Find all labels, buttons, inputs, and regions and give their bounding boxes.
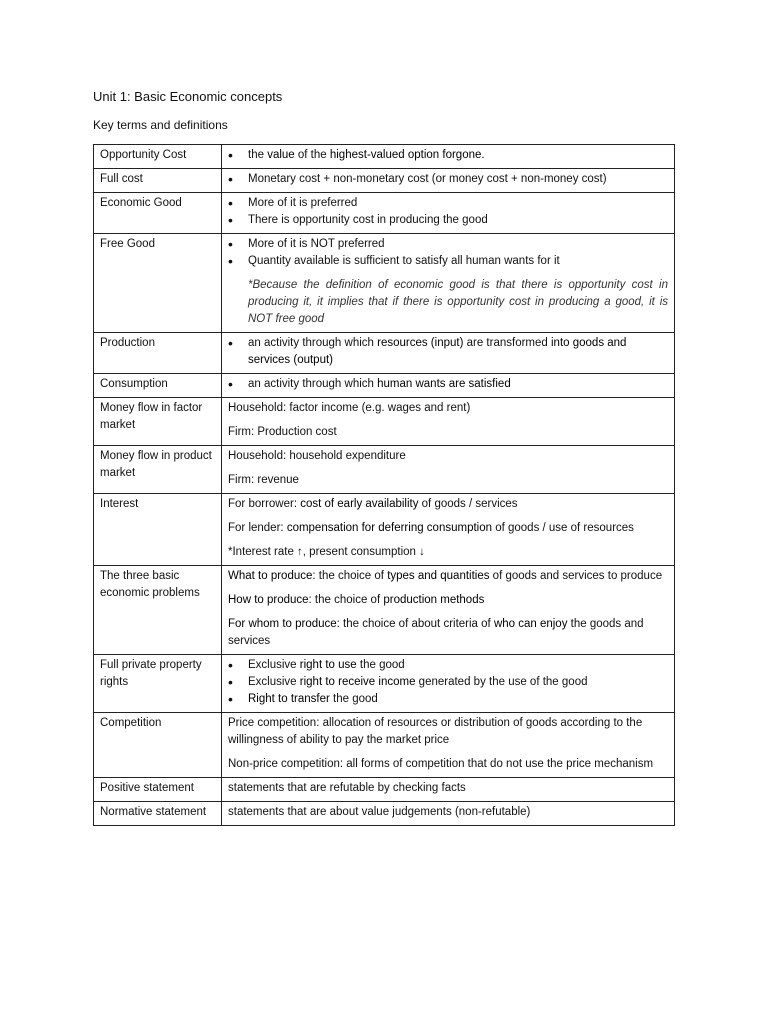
table-row (94, 802, 675, 826)
term-cell: Economic Good (94, 193, 222, 234)
list-item: • Quantity available is sufficient to satisfy all human wants for it (248, 253, 668, 270)
highlight-text: human wants are satisfied (377, 378, 511, 390)
definition-cell (222, 494, 675, 566)
table-row (94, 333, 675, 374)
definitions-table (93, 144, 675, 826)
term-cell: Positive statement (94, 778, 222, 802)
term-cell: Competition (94, 713, 222, 778)
definition-line (228, 544, 668, 561)
list-item (248, 147, 668, 164)
list-item: • More of it is preferred (248, 195, 668, 212)
text: For lender: (228, 522, 287, 534)
text: of goods and services to produce (489, 570, 663, 582)
text: are transformed (463, 337, 551, 349)
definition-cell (222, 398, 675, 446)
highlight-text: What to produce (228, 570, 313, 582)
term-cell: Full private property rights (94, 655, 222, 713)
table-row (94, 494, 675, 566)
list-item (248, 674, 668, 691)
highlight-text: compensation for deferring consumption (286, 522, 493, 534)
highlight-text: right to receive income (299, 676, 416, 688)
definition-cell (222, 374, 675, 398)
highlight-text: For whom to produce (228, 618, 337, 630)
highlight-text: production methods (383, 594, 485, 606)
text: the good (329, 693, 378, 705)
arrow-down-icon: ↓ (419, 546, 425, 558)
term-cell: Normative statement (94, 802, 222, 826)
page-subtitle: Key terms and definitions (93, 118, 228, 132)
definition-cell: statements that are refutable by checking facts (222, 778, 675, 802)
definition-line: Non-price competition: all forms of competition that do not use the price mechanism (228, 758, 654, 770)
text: For borrower (228, 498, 294, 510)
definition-cell (222, 566, 675, 655)
term-cell: The three basic economic problems (94, 566, 222, 655)
list-item (248, 657, 668, 674)
definition-line (228, 592, 668, 609)
term-cell: Consumption (94, 374, 222, 398)
term-cell: Opportunity Cost (94, 145, 222, 169)
definition-line: Firm: revenue (228, 474, 299, 486)
highlight-text: highest-valued option forgone (329, 149, 482, 161)
text: of goods / services (418, 498, 518, 510)
text: an activity through which (248, 337, 378, 349)
text: generated by the use of the good (415, 676, 588, 688)
definition-cell (222, 169, 675, 193)
term-cell: Full cost (94, 169, 222, 193)
table-row (94, 446, 675, 494)
table-row (94, 169, 675, 193)
text: : the choice of about criteria of (336, 618, 494, 630)
highlight-text: into goods and services (output) (248, 337, 627, 366)
table-row (94, 374, 675, 398)
definition-line (228, 520, 668, 537)
text: the goods and services (228, 618, 644, 647)
text: *Interest rate (228, 546, 298, 558)
term-cell: Interest (94, 494, 222, 566)
definition-line (228, 616, 668, 650)
highlight-text: Right to transfer (248, 693, 330, 705)
highlight-text: who can enjoy (493, 618, 568, 630)
text: an activity through which (248, 378, 378, 390)
list-item (248, 335, 668, 369)
definition-line (228, 568, 668, 585)
table-row (94, 655, 675, 713)
definition-cell (222, 193, 675, 234)
definition-line: Household: factor income (e.g. wages and rent) (228, 402, 471, 414)
definition-cell (222, 145, 675, 169)
definition-line: Household: household expenditure (228, 450, 406, 462)
term-cell: Free Good (94, 234, 222, 333)
list-item: • There is opportunity cost in producing the good (248, 212, 668, 229)
definition-cell: statements that are about value judgements (non-refutable) (222, 802, 675, 826)
arrow-up-icon: ↑ (297, 546, 303, 558)
page-title: Unit 1: Basic Economic concepts (93, 89, 283, 104)
term-cell: Production (94, 333, 222, 374)
definition-cell (222, 446, 675, 494)
table-row (94, 398, 675, 446)
table-row (94, 713, 675, 778)
text: : the choice of (308, 594, 384, 606)
text: of goods / use of resources (492, 522, 634, 534)
text: the good (356, 659, 405, 671)
highlight-text: : cost of early availability (293, 498, 419, 510)
highlight-text: right to use (299, 659, 357, 671)
term-cell: Money flow in product market (94, 446, 222, 494)
table-row (94, 778, 675, 802)
highlight-text: resources (input) (377, 337, 464, 349)
definition-cell (222, 655, 675, 713)
definition-cell (222, 234, 675, 333)
highlight-text: How to produce (228, 594, 309, 606)
highlight-text: types and quantities (387, 570, 490, 582)
footnote-text: *Because the definition of economic good is that there is opportunity cost in producing it, it implies that if there is opportunity cost in producing a good, it is NOT free good (248, 279, 668, 325)
definition-cell (222, 333, 675, 374)
definition-cell (222, 713, 675, 778)
highlight-text: value (267, 149, 295, 161)
definition-line: Firm: Production cost (228, 426, 337, 438)
definition-line (228, 496, 668, 513)
list-item: • Monetary cost + non-monetary cost (or money cost + non-money cost) (248, 171, 668, 188)
list-item: • More of it is NOT preferred (248, 236, 668, 253)
table-row (94, 145, 675, 169)
text: the (248, 149, 268, 161)
text: : the choice of (312, 570, 388, 582)
text: , present consumption (302, 546, 420, 558)
definition-line: Price competition: allocation of resources or distribution of goods according to the willingness of ability to pay the market price (228, 717, 643, 746)
term-cell: Money flow in factor market (94, 398, 222, 446)
list-item (248, 376, 668, 393)
text: . (481, 149, 485, 161)
text: of the (294, 149, 330, 161)
list-item (248, 691, 668, 708)
table-row (94, 193, 675, 234)
text: Exclusive (248, 659, 300, 671)
table-row (94, 234, 675, 333)
table-row (94, 566, 675, 655)
text: Exclusive (248, 676, 300, 688)
